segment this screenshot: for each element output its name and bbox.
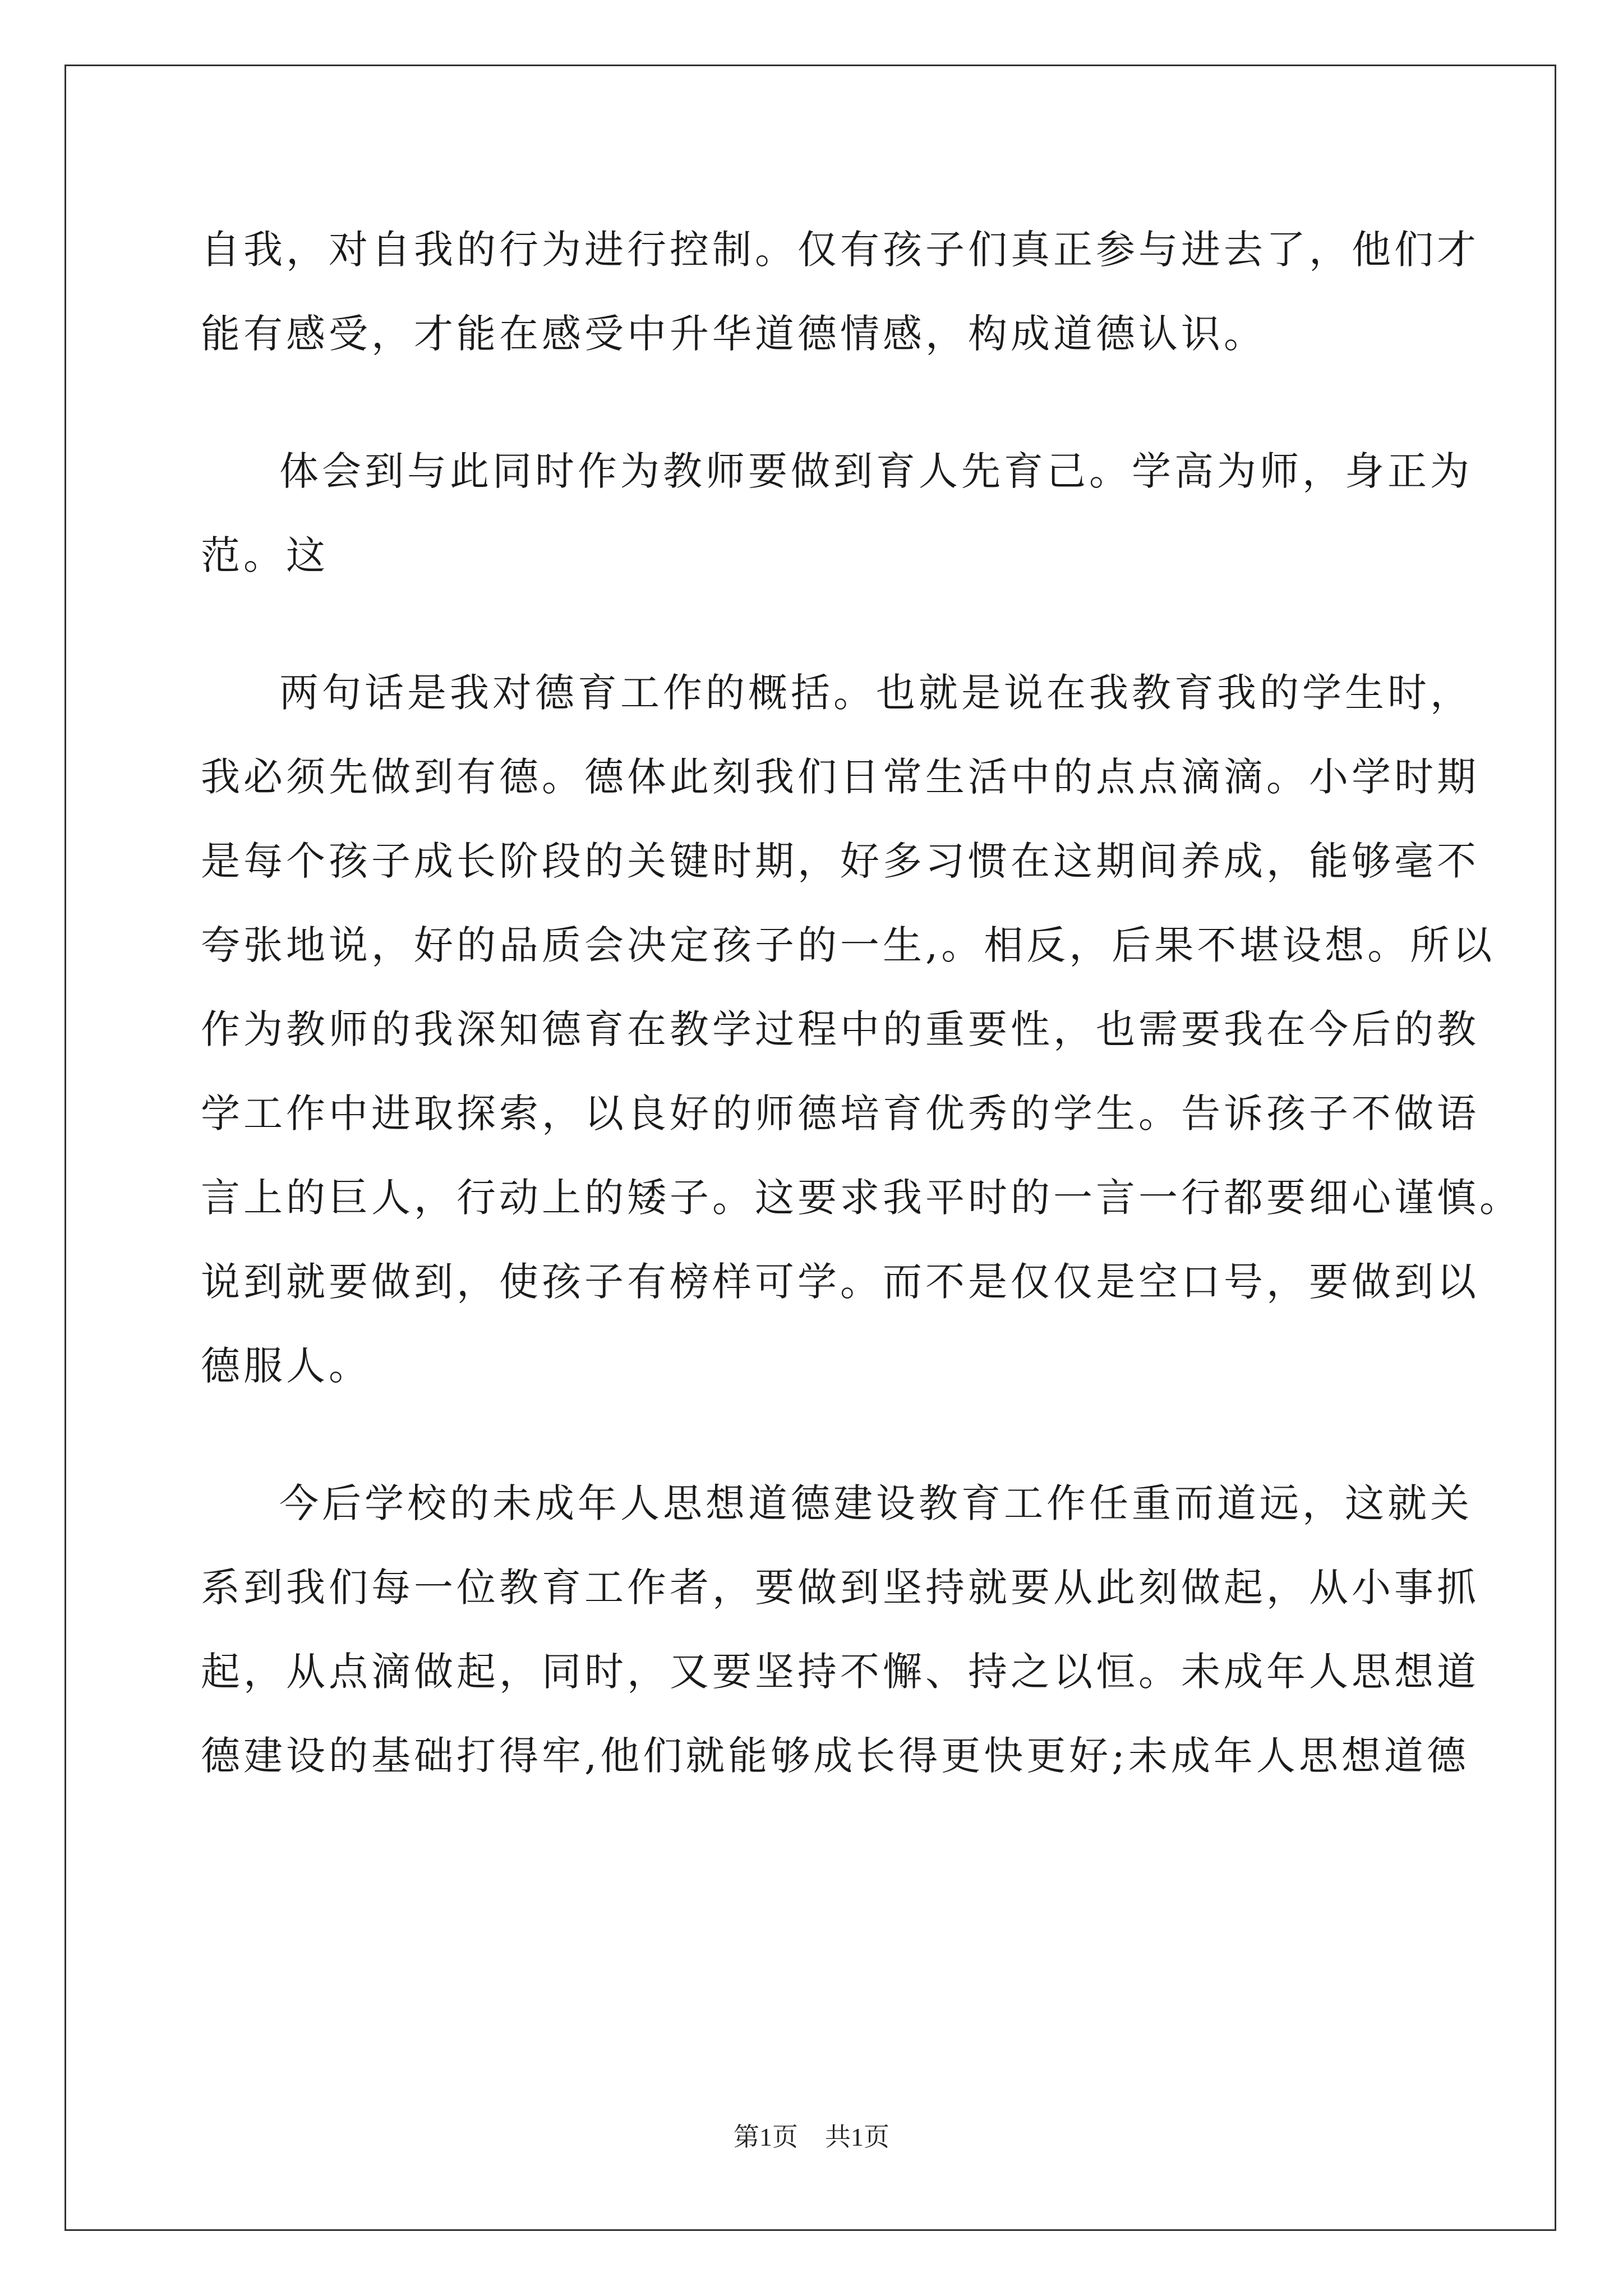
text-line: 起，从点滴做起，同时，又要坚持不懈、持之以恒。未成年人思想道 (201, 1649, 1479, 1695)
page-footer (0, 2120, 1623, 2154)
page-number: 第1页 (734, 2123, 798, 2151)
text-line: 我必须先做到有德。德体此刻我们日常生活中的点点滴滴。小学时期 (201, 754, 1479, 800)
text-line: 体会到与此同时作为教师要做到育人先育己。学高为师，身正为 (279, 448, 1473, 494)
text-line: 自我，对自我的行为进行控制。仅有孩子们真正参与进去了，他们才 (201, 227, 1479, 273)
text-line: 言上的巨人，行动上的矮子。这要求我平时的一言一行都要细心谨慎。 (201, 1175, 1522, 1221)
text-line: 是每个孩子成长阶段的关键时期，好多习惯在这期间养成，能够毫不 (201, 838, 1479, 884)
text-line: 系到我们每一位教育工作者，要做到坚持就要从此刻做起，从小事抓 (201, 1565, 1479, 1611)
text-line: 范。这 (201, 532, 329, 578)
text-line: 夸张地说，好的品质会决定孩子的一生,。相反，后果不堪设想。所以 (201, 922, 1496, 968)
text-line: 两句话是我对德育工作的概括。也就是说在我教育我的学生时， (279, 670, 1473, 716)
text-line: 德建设的基础打得牢,他们就能够成长得更快更好;未成年人思想道德 (201, 1733, 1469, 1779)
text-line: 作为教师的我深知德育在教学过程中的重要性，也需要我在今后的教 (201, 1006, 1479, 1052)
text-line: 能有感受，才能在感受中升华道德情感，构成道德认识。 (201, 311, 1266, 357)
text-line: 德服人。 (201, 1343, 371, 1389)
text-line: 说到就要做到，使孩子有榜样可学。而不是仅仅是空口号，要做到以 (201, 1259, 1479, 1305)
text-line: 学工作中进取探索，以良好的师德培育优秀的学生。告诉孩子不做语 (201, 1091, 1479, 1137)
page-total: 共1页 (825, 2123, 889, 2151)
text-line: 今后学校的未成年人思想道德建设教育工作任重而道远，这就关 (279, 1480, 1473, 1526)
page-border (64, 65, 1556, 2231)
